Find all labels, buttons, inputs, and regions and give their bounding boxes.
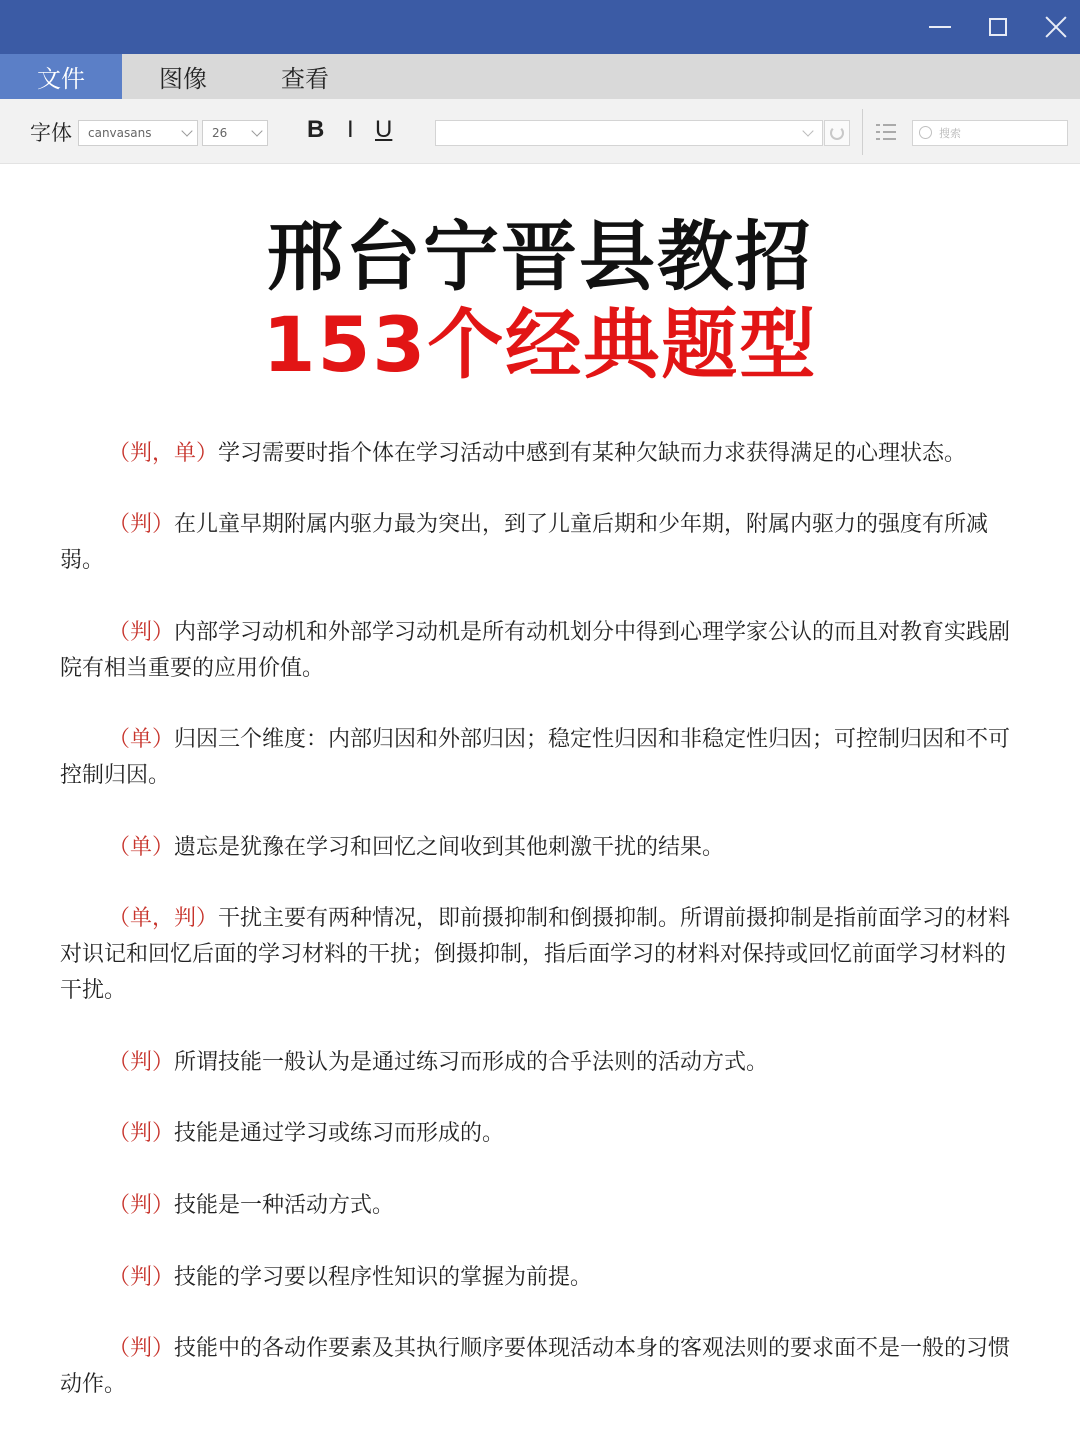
menu-view[interactable]: 查看 [281,65,329,93]
question-text: 遗忘是犹豫在学习和回忆之间收到其他刺激干扰的结果。 [174,835,725,860]
question-text: 技能是一种活动方式。 [174,1193,395,1218]
refresh-icon [830,126,844,140]
page-subtitle: 153个经典题型 [262,300,818,389]
question-item [60,507,1020,579]
question-text: 干扰主要有两种情况，即前摄抑制和倒摄抑制。所谓前摄抑制是指前面学习的材料对识记和回忆后面的学习材料的干扰；倒摄抑制，指后面学习的材料对保持或回忆前面学习材料的干扰。 [60,906,1011,1003]
question-item [60,722,1020,794]
question-item [60,615,1020,687]
menu-file[interactable]: 文件 [0,54,122,99]
menu-image[interactable]: 图像 [159,65,207,93]
question-item [60,1260,1020,1296]
question-tag: （单，判） [108,906,219,931]
question-tag: （判） [108,1336,175,1361]
question-item [60,1188,1020,1224]
close-button[interactable] [1036,8,1076,46]
question-item [60,901,1020,1009]
question-text: 技能的学习要以程序性知识的掌握为前提。 [174,1265,593,1290]
font-family-select[interactable] [78,120,198,146]
menu-bar [0,54,1080,99]
page-title: 邢台宁晋县教招 [267,212,813,301]
search-icon [919,126,932,139]
question-text: 归因三个维度：内部归因和外部归因；稳定性归因和非稳定性归因；可控制归因和不可控制归因。 [60,727,1011,788]
toolbar [0,99,1080,164]
minimize-button[interactable] [920,8,960,46]
question-tag: （判） [108,1265,175,1290]
question-item [60,1045,1020,1081]
chevron-down-icon [251,125,262,136]
question-tag: （判） [108,1193,175,1218]
question-item [60,1331,1020,1403]
question-text: 学习需要时指个体在学习活动中感到有某种欠缺而力求获得满足的心理状态。 [218,441,967,466]
refresh-button[interactable] [824,120,850,146]
font-size-value: 26 [212,126,228,140]
toolbar-divider [862,109,863,155]
question-tag: （判） [108,1121,175,1146]
style-select[interactable] [435,120,823,146]
close-icon [1044,15,1068,39]
question-tag: （判） [108,620,175,645]
question-text: 所谓技能一般认为是通过练习而形成的合乎法则的活动方式。 [174,1050,769,1075]
question-tag: （判，单） [108,441,219,466]
question-item [60,1116,1020,1152]
question-item [60,436,1020,472]
question-tag: （单） [108,835,175,860]
minimize-icon [929,26,951,28]
question-text: 内部学习动机和外部学习动机是所有动机划分中得到心理学家公认的而且对教育实践剧院有相当重要的应用价值。 [60,620,1011,681]
question-text: 技能是通过学习或练习而形成的。 [174,1121,505,1146]
numbered-list-icon[interactable] [876,122,896,142]
chevron-down-icon [181,125,192,136]
chevron-down-icon [802,125,813,136]
question-tag: （判） [108,1050,175,1075]
font-size-select[interactable] [202,120,268,146]
question-text: 技能中的各动作要素及其执行顺序要体现活动本身的客观法则的要求面不是一般的习惯动作。 [60,1336,1011,1397]
font-label: 字体 [30,121,72,145]
question-tag: （单） [108,727,175,752]
italic-button[interactable]: I [347,116,354,143]
maximize-icon [989,18,1007,36]
maximize-button[interactable] [978,8,1018,46]
search-placeholder: 搜索 [939,127,961,140]
question-text: 在儿童早期附属内驱力最为突出，到了儿童后期和少年期，附属内驱力的强度有所减弱。 [60,512,989,573]
underline-button[interactable]: U [375,116,393,143]
bold-button[interactable]: B [307,116,325,143]
font-family-value: canvasans [88,126,152,140]
search-input[interactable] [912,120,1068,146]
window-titlebar [0,0,1080,54]
question-item [60,830,1020,866]
question-tag: （判） [108,512,175,537]
